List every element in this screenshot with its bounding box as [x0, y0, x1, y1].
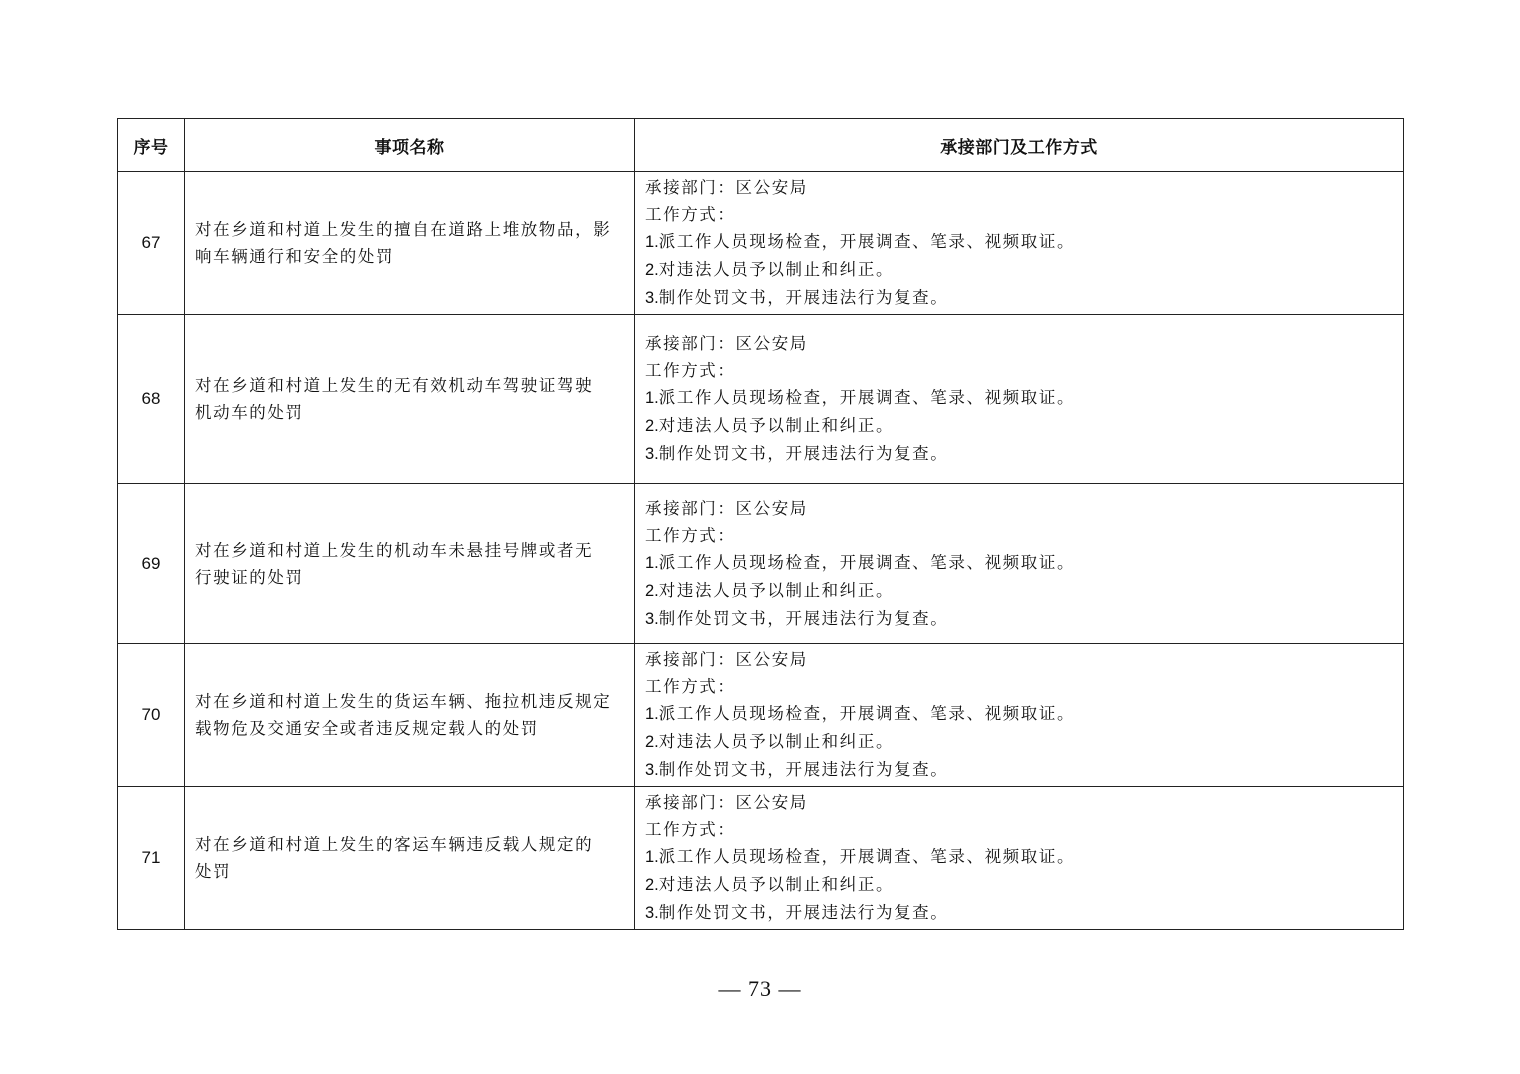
table-body	[118, 172, 1404, 930]
method-step	[645, 843, 1393, 871]
step-text: 对违法人员予以制止和纠正。	[658, 416, 895, 435]
department-line: 承接部门：区公安局	[645, 178, 808, 197]
method-step	[645, 577, 1393, 605]
department-line: 承接部门：区公安局	[645, 650, 808, 669]
step-number: 1.	[645, 233, 659, 251]
department-line: 承接部门：区公安局	[645, 334, 808, 353]
step-text: 派工作人员现场检查，开展调查、笔录、视频取证。	[658, 847, 1076, 866]
step-text: 派工作人员现场检查，开展调查、笔录、视频取证。	[658, 388, 1076, 407]
method-step	[645, 440, 1393, 468]
method-label: 工作方式：	[645, 361, 736, 380]
item-name-line: 对在乡道和村道上发生的无有效机动车驾驶证驾驶	[195, 376, 594, 395]
step-number: 1.	[645, 389, 659, 407]
step-text: 制作处罚文书，开展违法行为复查。	[658, 760, 949, 779]
header-row	[118, 119, 1404, 172]
row-serial-number: 69	[118, 484, 185, 644]
step-text: 对违法人员予以制止和纠正。	[658, 260, 895, 279]
method-label: 工作方式：	[645, 205, 736, 224]
row-item-name	[185, 787, 635, 930]
step-number: 3.	[645, 445, 659, 463]
step-number: 2.	[645, 417, 659, 435]
table-row	[118, 644, 1404, 787]
method-step	[645, 549, 1393, 577]
header-serial-number: 序号	[118, 119, 185, 172]
step-number: 2.	[645, 876, 659, 894]
item-name-line: 载物危及交通安全或者违反规定载人的处罚	[195, 719, 539, 738]
table-row	[118, 315, 1404, 484]
method-step	[645, 605, 1393, 633]
step-text: 对违法人员予以制止和纠正。	[658, 580, 895, 600]
method-label: 工作方式：	[645, 525, 736, 545]
row-item-name	[185, 644, 635, 787]
method-step	[645, 700, 1393, 728]
step-text: 对违法人员予以制止和纠正。	[658, 875, 895, 894]
page-number: — 73 —	[718, 976, 802, 1001]
step-number: 3.	[645, 904, 659, 922]
table-header	[118, 119, 1404, 172]
method-step	[645, 412, 1393, 440]
item-name-line: 对在乡道和村道上发生的客运车辆违反载人规定的	[195, 835, 594, 854]
step-number: 1.	[645, 848, 659, 866]
row-department-method	[635, 315, 1404, 484]
step-text: 制作处罚文书，开展违法行为复查。	[658, 608, 949, 628]
method-step	[645, 756, 1393, 784]
table-row	[118, 787, 1404, 930]
method-step	[645, 284, 1393, 312]
method-step	[645, 899, 1393, 927]
row-department-method	[635, 787, 1404, 930]
item-name-line: 处罚	[195, 862, 232, 881]
row-serial-number: 67	[118, 172, 185, 315]
method-step	[645, 728, 1393, 756]
items-table	[117, 118, 1404, 930]
method-step	[645, 871, 1393, 899]
method-step	[645, 256, 1393, 284]
step-text: 制作处罚文书，开展违法行为复查。	[658, 903, 949, 922]
method-step	[645, 384, 1393, 412]
item-name-line: 响车辆通行和安全的处罚	[195, 247, 395, 266]
step-number: 2.	[645, 581, 659, 600]
item-name-line: 对在乡道和村道上发生的机动车未悬挂号牌或者无	[195, 540, 594, 560]
step-number: 1.	[645, 553, 659, 572]
item-name-line: 对在乡道和村道上发生的货运车辆、拖拉机违反规定	[195, 692, 612, 711]
header-item-name: 事项名称	[185, 119, 635, 172]
row-serial-number: 71	[118, 787, 185, 930]
item-name-line: 机动车的处罚	[195, 403, 304, 422]
step-text: 制作处罚文书，开展违法行为复查。	[658, 444, 949, 463]
item-name-line: 行驶证的处罚	[195, 567, 304, 587]
step-number: 2.	[645, 261, 659, 279]
row-item-name	[185, 172, 635, 315]
method-label: 工作方式：	[645, 677, 736, 696]
step-number: 2.	[645, 733, 659, 751]
row-serial-number: 70	[118, 644, 185, 787]
row-department-method	[635, 484, 1404, 644]
method-step	[645, 228, 1393, 256]
table-row	[118, 484, 1404, 644]
step-number: 3.	[645, 289, 659, 307]
step-text: 派工作人员现场检查，开展调查、笔录、视频取证。	[658, 704, 1076, 723]
step-text: 对违法人员予以制止和纠正。	[658, 732, 895, 751]
step-number: 3.	[645, 609, 659, 628]
row-item-name	[185, 484, 635, 644]
header-department-method: 承接部门及工作方式	[635, 119, 1404, 172]
row-department-method	[635, 172, 1404, 315]
row-item-name	[185, 315, 635, 484]
row-department-method	[635, 644, 1404, 787]
step-number: 3.	[645, 761, 659, 779]
item-name-line: 对在乡道和村道上发生的擅自在道路上堆放物品，影	[195, 220, 612, 239]
step-text: 派工作人员现场检查，开展调查、笔录、视频取证。	[658, 552, 1076, 572]
row-serial-number: 68	[118, 315, 185, 484]
table-row	[118, 172, 1404, 315]
method-label: 工作方式：	[645, 820, 736, 839]
step-text: 制作处罚文书，开展违法行为复查。	[658, 288, 949, 307]
department-line: 承接部门：区公安局	[645, 793, 808, 812]
step-text: 派工作人员现场检查，开展调查、笔录、视频取证。	[658, 232, 1076, 251]
department-line: 承接部门：区公安局	[645, 498, 808, 518]
step-number: 1.	[645, 705, 659, 723]
